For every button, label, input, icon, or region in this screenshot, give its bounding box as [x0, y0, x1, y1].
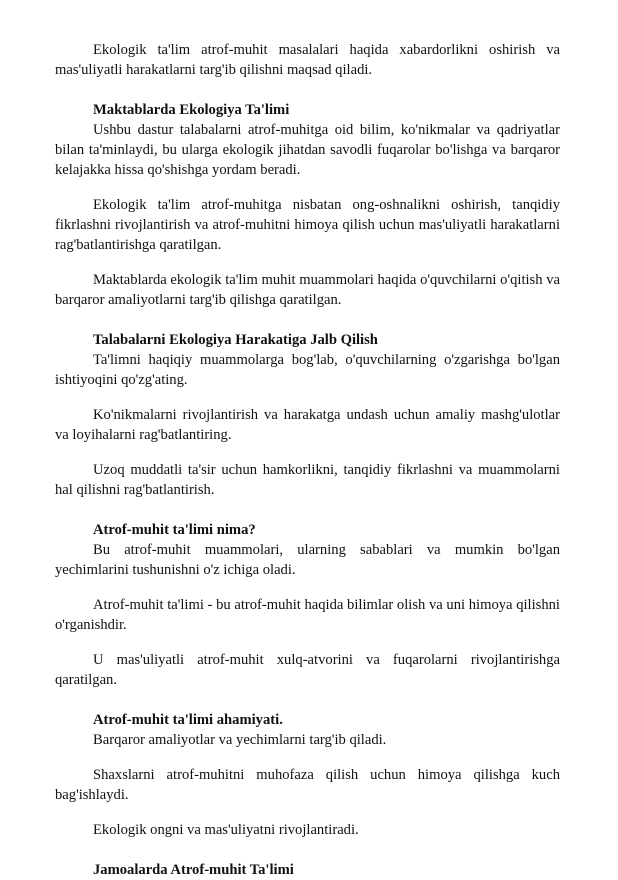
heading-schools-ecology: Maktablarda Ekologiya Ta'limi [93, 102, 290, 118]
paragraph: Ekologik ongni va mas'uliyatni rivojlantiradi. [93, 822, 359, 838]
heading-what-is-env-education: Atrof-muhit ta'limi nima? [93, 522, 256, 538]
paragraph: Ushbu dastur talabalarni atrof-muhitga oid bilim, ko'nikmalar va qadriyatlar bilan ta'minlaydi, bu ularga ekologik jihatdan savodli fuqarolar bo'lishga va barqaror kelajakka hissa qo'shishga yordam beradi. [55, 122, 560, 178]
paragraph: Atrof-muhit ta'limi - bu atrof-muhit haqida bilimlar olish va uni himoya qilishni o'rganishdir. [55, 597, 560, 633]
paragraph: Maktablarda ekologik ta'lim muhit muammolari haqida o'quvchilarni o'qitish va barqaror amaliyotlarni targ'ib qilishga qaratilgan. [55, 272, 560, 308]
paragraph: Ekologik ta'lim atrof-muhitga nisbatan ong-oshnalikni oshirish, tanqidiy fikrlashni rivojlantirish va atrof-muhitni himoya qilish uchun mas'uliyatli harakatlarni rag'batlantirishga qaratilgan. [55, 197, 560, 253]
heading-importance: Atrof-muhit ta'limi ahamiyati. [93, 712, 283, 728]
paragraph: Ta'limni haqiqiy muammolarga bog'lab, o'quvchilarning o'zgarishga bo'lgan ishtiyoqini qo'zg'ating. [55, 352, 560, 388]
paragraph: Ko'nikmalarni rivojlantirish va harakatga undash uchun amaliy mashg'ulotlar va loyihalarni rag'batlantiring. [55, 407, 560, 443]
paragraph: Bu atrof-muhit muammolari, ularning sabablari va mumkin bo'lgan yechimlarini tushunishni o'z ichiga oladi. [55, 542, 560, 578]
heading-student-engagement: Talabalarni Ekologiya Harakatiga Jalb Qilish [93, 332, 378, 348]
heading-community-education: Jamoalarda Atrof-muhit Ta'limi [93, 862, 294, 878]
paragraph: U mas'uliyatli atrof-muhit xulq-atvorini va fuqarolarni rivojlantirishga qaratilgan. [55, 652, 560, 688]
document-page [55, 40, 560, 880]
paragraph-intro: Ekologik ta'lim atrof-muhit masalalari haqida xabardorlikni oshirish va mas'uliyatli harakatlarni targ'ib qilishni maqsad qiladi. [55, 42, 560, 78]
paragraph: Barqaror amaliyotlar va yechimlarni targ'ib qiladi. [93, 732, 387, 748]
paragraph: Uzoq muddatli ta'sir uchun hamkorlikni, tanqidiy fikrlashni va muammolarni hal qilishni rag'batlantirish. [55, 462, 560, 498]
paragraph: Shaxslarni atrof-muhitni muhofaza qilish uchun himoya qilishga kuch bag'ishlaydi. [55, 767, 560, 803]
